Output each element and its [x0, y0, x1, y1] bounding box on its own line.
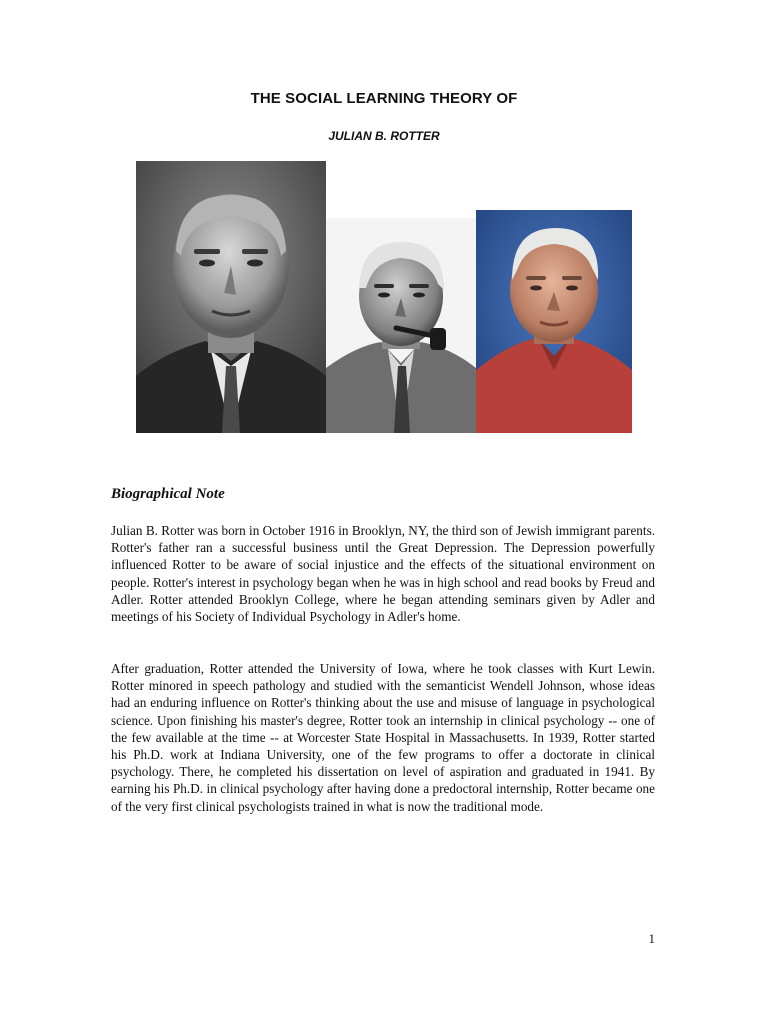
document-subtitle: JULIAN B. ROTTER — [328, 129, 440, 143]
body-paragraph: Julian B. Rotter was born in October 1916 in Brooklyn, NY, the third son of Jewish immigrant parents. Rotter's father ran a successful business until the Great Depression. The Depression powerfully influenced Rotter to be aware of social injustice and the effects of the situational environment on people. Rotter's interest in psychology began when he was in high school and read books by Freud and Adler. Rotter attended Brooklyn College, where he began attending seminars given by Adler and meetings of his Society of Individual Psychology in Adler's home. — [111, 523, 655, 625]
section-heading-biographical-note: Biographical Note — [111, 486, 225, 502]
portrait-photo-2-image — [326, 218, 476, 433]
portrait-photo-3 — [476, 210, 632, 433]
portrait-photo-1 — [136, 161, 326, 433]
page-number: 1 — [648, 931, 655, 946]
document-title: THE SOCIAL LEARNING THEORY OF — [250, 90, 518, 107]
portrait-photo-1-image — [136, 161, 326, 433]
body-paragraph: After graduation, Rotter attended the University of Iowa, where he took classes with Kurt Lewin. Rotter minored in speech pathology and studied with the semanticist Wendell Johnson, whose ideas had an enduring influence on Rotter's thinking about the use and misuse of language in psychological science. Upon finishing his master's degree, Rotter took an internship in clinical psychology -- one of the few available at the time -- at Worcester State Hospital in Massachusetts. In 1939, Rotter started his Ph.D. work at Indiana University, one of the few programs to offer a doctorate in clinical psychology. There, he completed his dissertation on level of aspiration and graduated in 1941. By earning his Ph.D. in clinical psychology after having done a predoctoral internship, Rotter became one of the very first clinical psychologists trained in what is now the traditional mode. — [111, 661, 655, 814]
portrait-photo-2 — [326, 218, 476, 433]
portrait-photo-3-image — [476, 210, 632, 433]
